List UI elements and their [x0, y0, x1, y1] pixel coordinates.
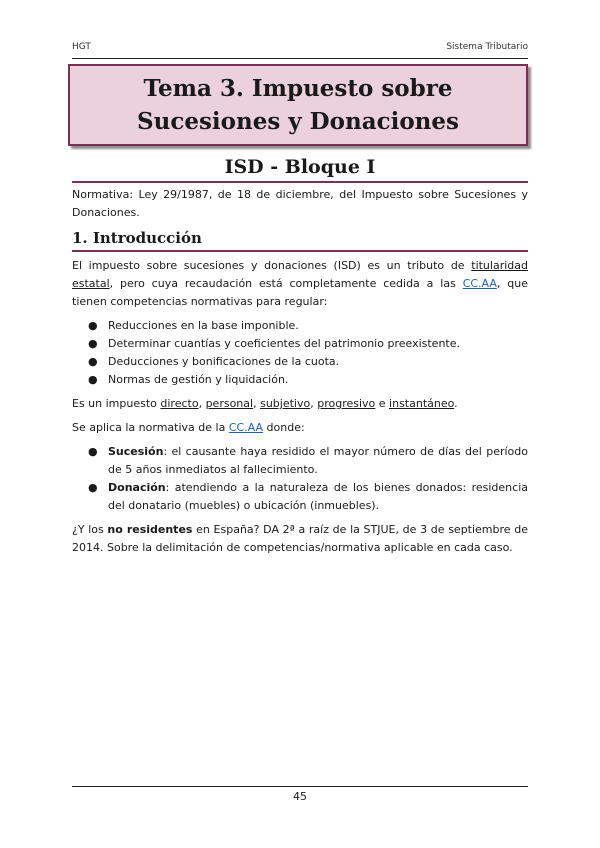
list-item: [72, 443, 528, 479]
bullet-icon: ●: [88, 373, 98, 386]
chapter-title: Tema 3. Impuesto sobre Sucesiones y Donaciones: [137, 75, 459, 135]
bullet-icon: ●: [88, 355, 98, 368]
header-left: HGT: [72, 42, 91, 52]
caracteristicas-paragraph: [72, 395, 528, 413]
page-content: [72, 186, 528, 563]
bullet-icon: ●: [88, 481, 98, 494]
separator: ,: [253, 397, 261, 410]
list-item: [72, 479, 528, 515]
subtitle-rule: [72, 181, 528, 183]
separator: .: [454, 397, 458, 410]
list-item-term: Donación: [108, 481, 166, 494]
list-item: [72, 317, 528, 335]
competencias-list: [72, 317, 528, 389]
caracteristicas-text: Es un impuesto: [72, 397, 161, 410]
intro-paragraph: [72, 257, 528, 311]
no-residentes-paragraph: [72, 521, 528, 557]
term-subjetivo: subjetivo: [260, 397, 311, 410]
list-item: [72, 371, 528, 389]
ccaa-link[interactable]: CC.AA: [462, 277, 497, 290]
term-progresivo: progresivo: [317, 397, 376, 410]
normativa-ccaa-text-2: donde:: [263, 421, 305, 434]
criterios-list: [72, 443, 528, 515]
underlined-term-titularidad: titularidad estatal: [72, 259, 528, 290]
list-item: [72, 353, 528, 371]
term-personal: personal: [205, 397, 254, 410]
header-rule: [72, 58, 528, 59]
chapter-title-box: [68, 64, 528, 146]
list-item-text: Normas de gestión y liquidación.: [108, 373, 289, 386]
no-residentes-text-2: en España? DA 2ª a raíz de la STJUE, de 3 de septiembre de 2014. Sobre la delimitación de competencias/normativa aplicable en cada caso.: [72, 523, 528, 554]
normativa-paragraph: Normativa: Ley 29/1987, de 18 de diciembre, del Impuesto sobre Sucesiones y Donaciones.: [72, 188, 528, 219]
list-item-text: : el causante haya residido el mayor número de días del período de 5 años inmediatos al fallecimiento.: [108, 445, 528, 476]
term-instantaneo: instantáneo: [389, 397, 455, 410]
no-residentes-term: no residentes: [107, 523, 193, 536]
bullet-icon: ●: [88, 337, 98, 350]
intro-text-1: El impuesto sobre sucesiones y donaciones (ISD) es un tributo de: [72, 259, 472, 272]
list-item-text: Reducciones en la base imponible.: [108, 319, 299, 332]
section-heading: 1. Introducción: [72, 228, 528, 252]
list-item-text: : atendiendo a la naturaleza de los bienes donados: residencia del donatario (muebles) o ubicación (inmuebles).: [108, 481, 528, 512]
bullet-icon: ●: [88, 445, 98, 458]
bullet-icon: ●: [88, 319, 98, 332]
ccaa-link[interactable]: CC.AA: [228, 421, 264, 434]
normativa-ccaa-text-1: Se aplica la normativa de la: [72, 421, 229, 434]
no-residentes-text-1: ¿Y los: [72, 523, 108, 536]
list-item-term: Sucesión: [108, 445, 164, 458]
term-directo: directo: [160, 397, 199, 410]
list-item-text: Determinar cuantías y coeficientes del patrimonio preexistente.: [108, 337, 460, 350]
separator: ,: [198, 397, 206, 410]
page-header: [72, 42, 528, 58]
separator: ,: [310, 397, 318, 410]
block-subtitle: ISD - Bloque I: [224, 156, 376, 178]
normativa-ccaa-paragraph: [72, 419, 528, 437]
list-item: [72, 335, 528, 353]
footer-rule: [72, 786, 528, 787]
separator: e: [375, 397, 390, 410]
intro-text-2: , pero cuya recaudación está completamente cedida a las: [109, 277, 463, 290]
page-number: 45: [293, 790, 307, 803]
header-right: Sistema Tributario: [446, 42, 528, 52]
intro-text-3: , que tienen competencias normativas para regular:: [72, 277, 528, 308]
list-item-text: Deducciones y bonificaciones de la cuota.: [108, 355, 340, 368]
